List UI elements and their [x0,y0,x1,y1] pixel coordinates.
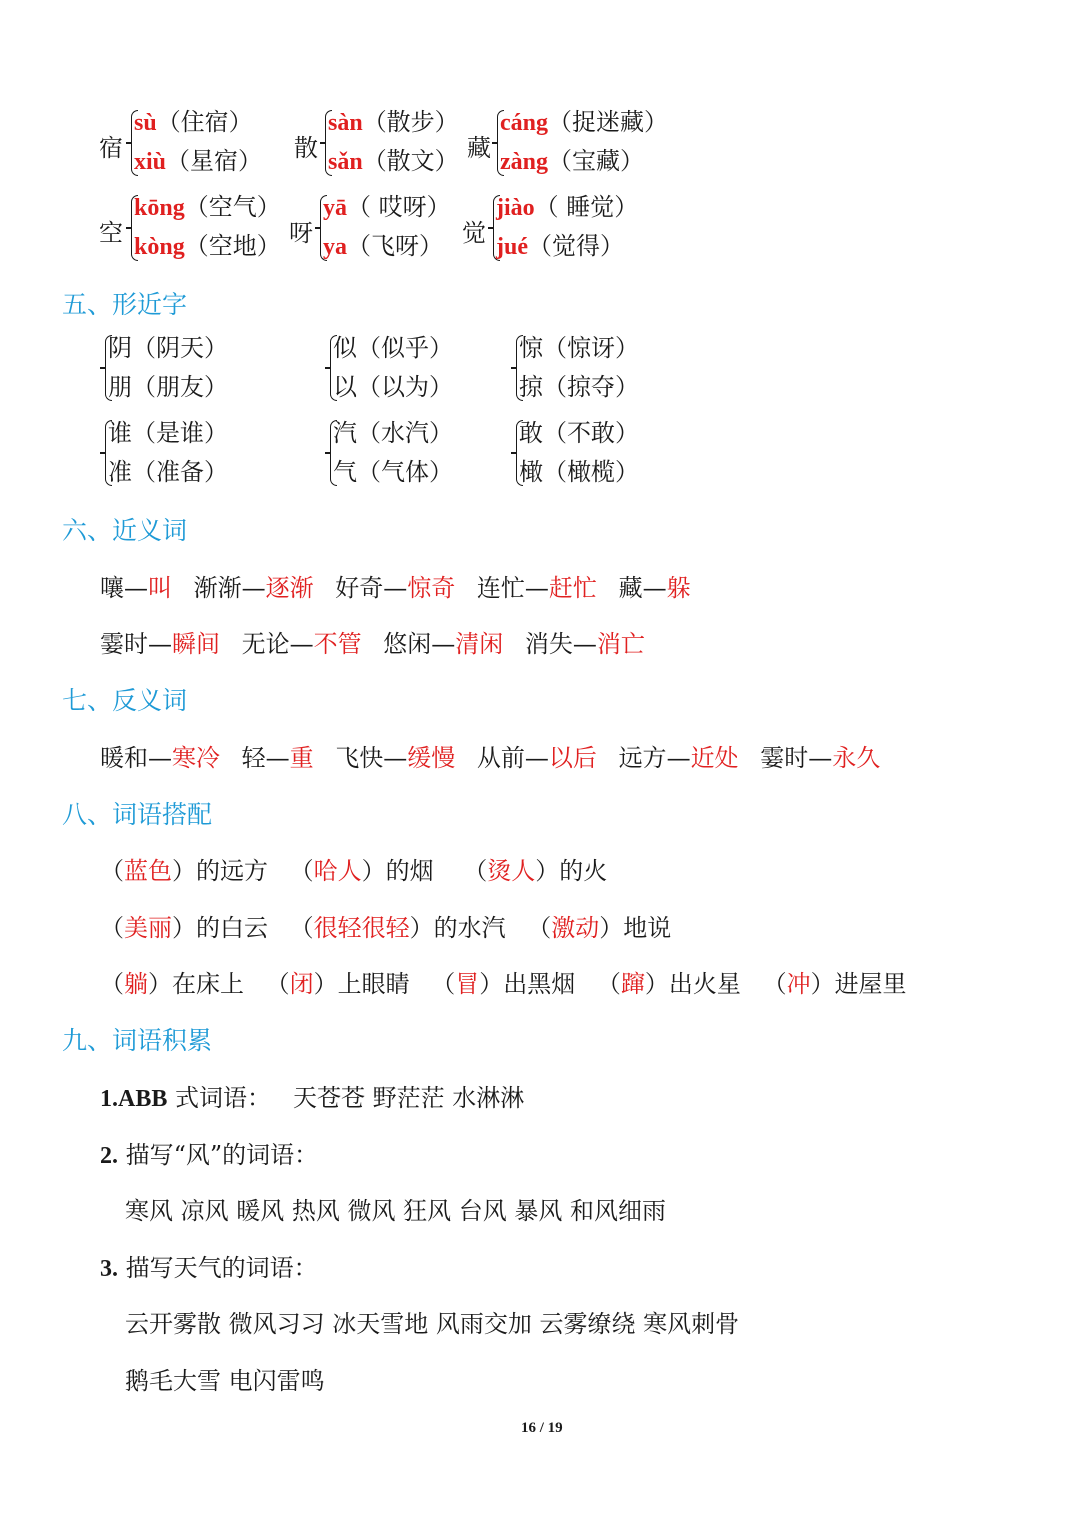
synonym-row [100,624,645,659]
polyphone-entry: jué（觉得） [496,232,624,260]
polyphone-char: 宿 [99,134,123,162]
synonym-pair: 连忙—赶忙 [476,574,597,602]
polyphone-entry: cáng（捉迷藏） [500,108,668,136]
similar-char-entry: 以（以为） [333,373,453,401]
collocation-item: （激动）地说 [527,914,672,942]
accumulation-item-3: 3. 描写天气的词语： [100,1254,318,1282]
section-heading: 七、反义词 [62,686,188,715]
section-heading: 五、形近字 [62,290,188,319]
polyphone-char: 觉 [462,219,486,247]
wind-words: 寒风 凉风 暖风 热风 微风 狂风 台风 暴风 和风细雨 [125,1197,667,1225]
antonym-pair: 轻—重 [241,744,314,772]
collocation-row [100,908,671,943]
similar-char-entry: 惊（惊讶） [519,334,639,362]
polyphone-entry: jiào（ 睡觉） [496,193,639,221]
antonym-pair: 飞快—缓慢 [335,744,456,772]
collocation-item: （美丽）的白云 [100,914,268,942]
antonym-row [100,738,880,773]
similar-char-entry: 气（气体） [333,458,453,486]
accumulation-item-2: 2. 描写“风”的词语： [100,1141,319,1169]
synonym-pair: 嚷—叫 [100,574,172,602]
section-heading: 八、词语搭配 [62,800,213,829]
collocation-row [100,964,907,999]
polyphone-char: 呀 [289,219,313,247]
polyphone-entry: sǎn（散文） [328,147,459,175]
collocation-item: （烫人）的火 [463,857,608,885]
similar-char-entry: 掠（掠夺） [519,373,639,401]
antonym-pair: 从前—以后 [476,744,597,772]
polyphone-char: 空 [99,219,123,247]
weather-words: 鹅毛大雪 电闪雷鸣 [125,1367,325,1395]
similar-char-entry: 阴（阴天） [108,334,228,362]
synonym-pair: 霎时—瞬间 [100,630,220,658]
similar-char-entry: 似（似乎） [333,334,453,362]
accumulation-item-1: 1.ABB 式词语： 天苍苍 野茫茫 水淋淋 [100,1084,525,1112]
antonym-pair: 霎时—永久 [760,744,881,772]
synonym-pair: 渐渐—逐渐 [193,574,314,602]
synonym-pair: 无论—不管 [241,630,362,658]
antonym-pair: 远方—近处 [618,744,739,772]
collocation-item: （冒）出黑烟 [431,970,576,998]
synonym-pair: 好奇—惊奇 [335,574,456,602]
polyphone-entry: yā（ 哎呀） [323,193,451,221]
polyphone-entry: kòng（空地） [134,232,281,260]
collocation-item: （闭）上眼睛 [265,970,410,998]
polyphone-entry: sàn（散步） [328,108,459,136]
polyphone-char: 散 [294,134,318,162]
collocation-item: （躺）在床上 [100,970,244,998]
collocation-row [100,851,607,886]
polyphone-char: 藏 [467,134,491,162]
polyphone-entry: xiù（星宿） [134,147,263,175]
similar-char-entry: 橄（橄榄） [519,458,639,486]
collocation-item: （很轻很轻）的水汽 [289,914,506,942]
collocation-item: （冲）进屋里 [762,970,907,998]
antonym-pair: 暖和—寒冷 [100,744,220,772]
polyphone-entry: kōng（空气） [134,193,281,221]
similar-char-entry: 敢（不敢） [519,419,639,447]
similar-char-entry: 准（准备） [108,458,228,486]
similar-char-entry: 汽（水汽） [333,419,453,447]
synonym-pair: 藏—躲 [618,574,691,602]
synonym-pair: 悠闲—清闲 [383,630,504,658]
collocation-item: （蹿）出火星 [596,970,741,998]
collocation-item: （哈人）的烟 [289,857,434,885]
weather-words: 云开雾散 微风习习 冰天雪地 风雨交加 云雾缭绕 寒风刺骨 [125,1310,740,1338]
synonym-row [100,568,691,603]
polyphone-entry: zàng（宝藏） [500,147,644,175]
polyphone-entry: sù（住宿） [134,108,253,136]
similar-char-entry: 谁（是谁） [108,419,228,447]
collocation-item: （蓝色）的远方 [100,857,268,885]
section-heading: 九、词语积累 [62,1026,213,1055]
section-heading: 六、近义词 [62,516,188,545]
similar-char-entry: 朋（朋友） [108,373,228,401]
synonym-pair: 消失—消亡 [524,630,645,658]
page-number: 16 / 19 [521,1420,563,1436]
polyphone-entry: ya（飞呀） [323,232,443,260]
